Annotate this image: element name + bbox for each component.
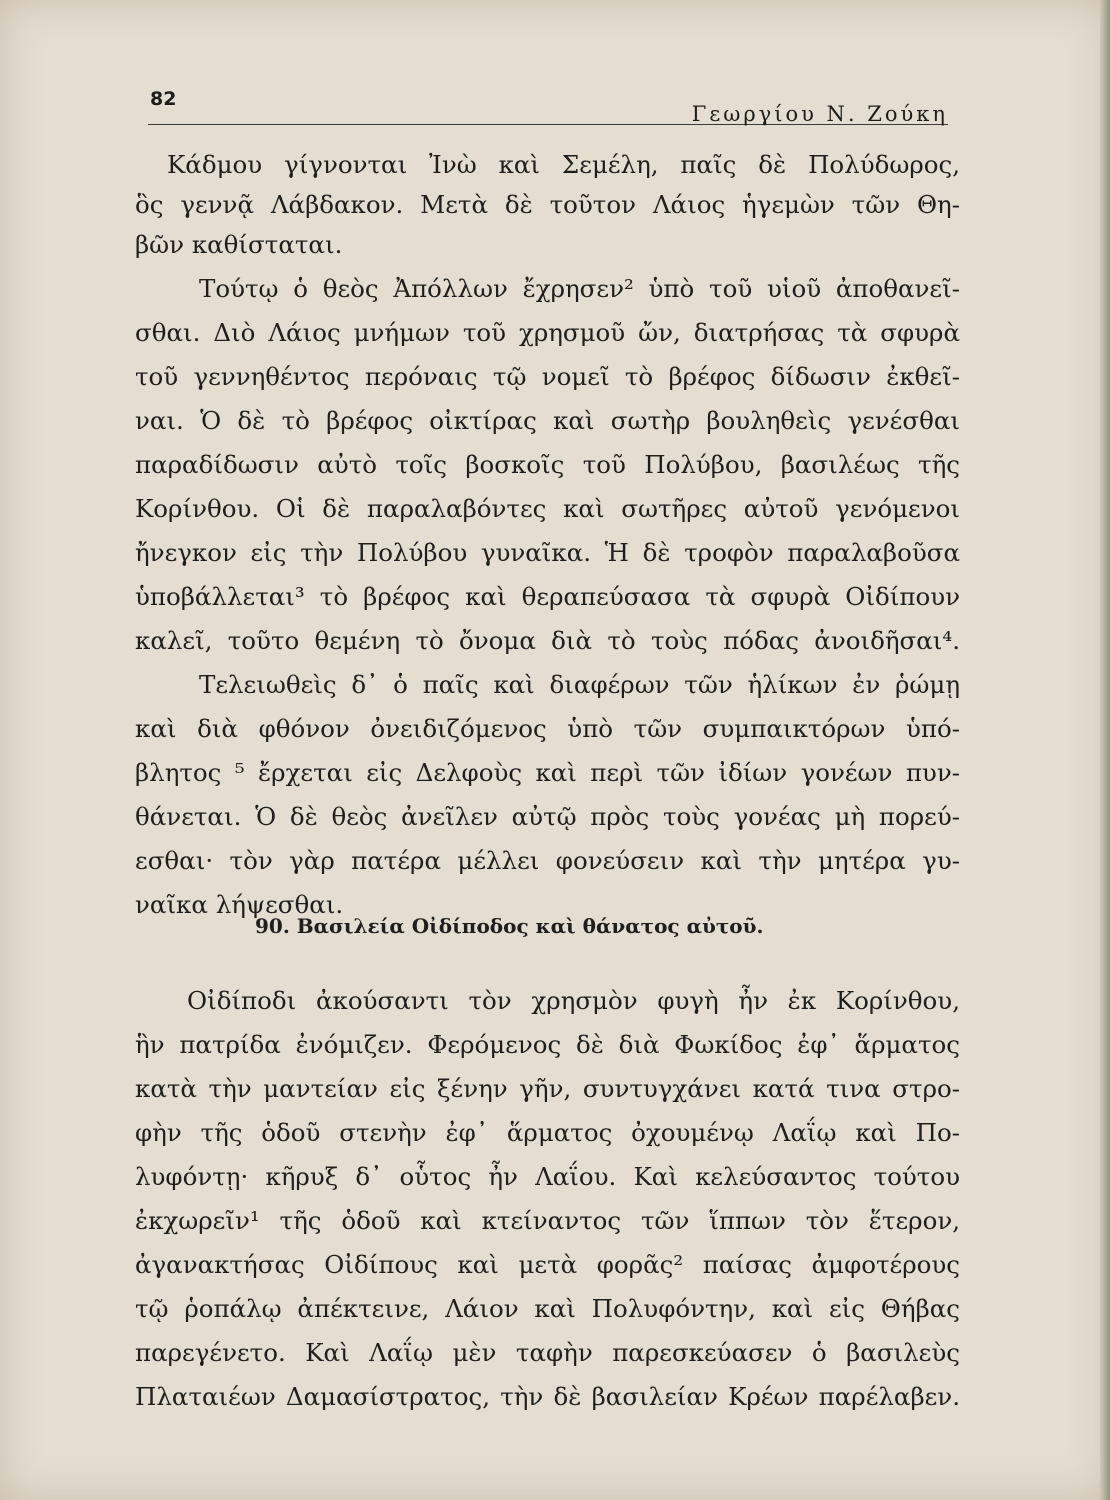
text-line: βλητος ⁵ ἔρχεται εἰς Δελφοὺς καὶ περὶ τῶν ἰδίων γονέων πυν- xyxy=(135,758,960,787)
text-line: ἣν πατρίδα ἐνόμιζεν. Φερόμενος δὲ διὰ Φωκίδος ἐφ᾽ ἅρματος xyxy=(135,1030,960,1059)
text-line: καὶ διὰ φθόνον ὀνειδιζόμενος ὑπὸ τῶν συμπαικτόρων ὑπό- xyxy=(135,714,960,743)
text-line: ναι. Ὁ δὲ τὸ βρέφος οἰκτίρας καὶ σωτὴρ βουληθεὶς γενέσθαι xyxy=(135,406,960,435)
running-head: Γεωργίου Ν. Ζούκη xyxy=(691,102,948,126)
page-edge xyxy=(1100,0,1110,1500)
text-line: Τούτῳ ὁ θεὸς Ἀπόλλων ἔχρησεν² ὑπὸ τοῦ υἱοῦ ἀποθανεῖ- xyxy=(199,274,960,303)
text-line: Οἰδίποδι ἀκούσαντι τὸν χρησμὸν φυγὴ ἦν ἐκ Κορίνθου, xyxy=(187,986,960,1015)
text-line: καλεῖ, τοῦτο θεμένη τὸ ὄνομα διὰ τὸ τοὺς πόδας ἀνοιδῆσαι⁴. xyxy=(135,626,960,655)
text-line: παρεγένετο. Καὶ Λαΐῳ μὲν ταφὴν παρεσκεύασεν ὁ βασιλεὺς xyxy=(135,1338,960,1367)
text-line: σθαι. Διὸ Λάιος μνήμων τοῦ χρησμοῦ ὤν, διατρήσας τὰ σφυρὰ xyxy=(135,318,960,347)
text-line: λυφόντῃ· κῆρυξ δ᾽ οὗτος ἦν Λαΐου. Καὶ κελεύσαντος τούτου xyxy=(135,1162,960,1191)
text-line: εσθαι· τὸν γὰρ πατέρα μέλλει φονεύσειν καὶ τὴν μητέρα γυ- xyxy=(135,846,960,875)
text-line: φὴν τῆς ὁδοῦ στενὴν ἐφ᾽ ἅρματος ὀχουμένῳ Λαΐῳ καὶ Πο- xyxy=(135,1118,960,1147)
text-line: θάνεται. Ὁ δὲ θεὸς ἀνεῖλεν αὐτῷ πρὸς τοὺς γονέας μὴ πορεύ- xyxy=(135,802,960,831)
text-line: ναῖκα λήψεσθαι. xyxy=(135,890,344,919)
text-line: τοῦ γεννηθέντος περόναις τῷ νομεῖ τὸ βρέφος δίδωσιν ἐκθεῖ- xyxy=(135,362,960,391)
section-heading: 90. Βασιλεία Οἰδίποδος καὶ θάνατος αὐτοῦ. xyxy=(255,914,764,938)
text-line: Τελειωθεὶς δ᾽ ὁ παῖς καὶ διαφέρων τῶν ἡλίκων ἐν ῥώμῃ xyxy=(199,670,960,699)
text-line: ἤνεγκον εἰς τὴν Πολύβου γυναῖκα. Ἡ δὲ τροφὸν παραλαβοῦσα xyxy=(135,538,960,567)
text-line: κατὰ τὴν μαντείαν εἰς ξένην γῆν, συντυγχάνει κατά τινα στρο- xyxy=(135,1074,960,1103)
text-line: ὑποβάλλεται³ τὸ βρέφος καὶ θεραπεύσασα τὰ σφυρὰ Οἰδίπουν xyxy=(135,582,960,611)
text-line: Πλαταιέων Δαμασίστρατος, τὴν δὲ βασιλείαν Κρέων παρέλαβεν. xyxy=(135,1382,960,1411)
text-line: τῷ ῥοπάλῳ ἀπέκτεινε, Λάιον καὶ Πολυφόντην, καὶ εἰς Θήβας xyxy=(135,1294,960,1323)
page-number: 82 xyxy=(150,88,177,110)
text-line: ἐκχωρεῖν¹ τῆς ὁδοῦ καὶ κτείναντος τῶν ἵππων τὸν ἕτερον, xyxy=(135,1206,960,1235)
page-header xyxy=(148,88,948,125)
text-line: ἀγανακτήσας Οἰδίπους καὶ μετὰ φορᾶς² παίσας ἀμφοτέρους xyxy=(135,1250,960,1279)
text-line: ὃς γεννᾷ Λάβδακον. Μετὰ δὲ τοῦτον Λάιος ἡγεμὼν τῶν Θη- xyxy=(135,190,960,219)
text-line: Κορίνθου. Οἱ δὲ παραλαβόντες καὶ σωτῆρες αὐτοῦ γενόμενοι xyxy=(135,494,960,523)
text-line: παραδίδωσιν αὐτὸ τοῖς βοσκοῖς τοῦ Πολύβου, βασιλέως τῆς xyxy=(135,450,960,479)
text-line: Κάδμου γίγνονται Ἰνὼ καὶ Σεμέλη, παῖς δὲ Πολύδωρος, xyxy=(167,150,960,179)
text-line: βῶν καθίσταται. xyxy=(135,230,343,259)
